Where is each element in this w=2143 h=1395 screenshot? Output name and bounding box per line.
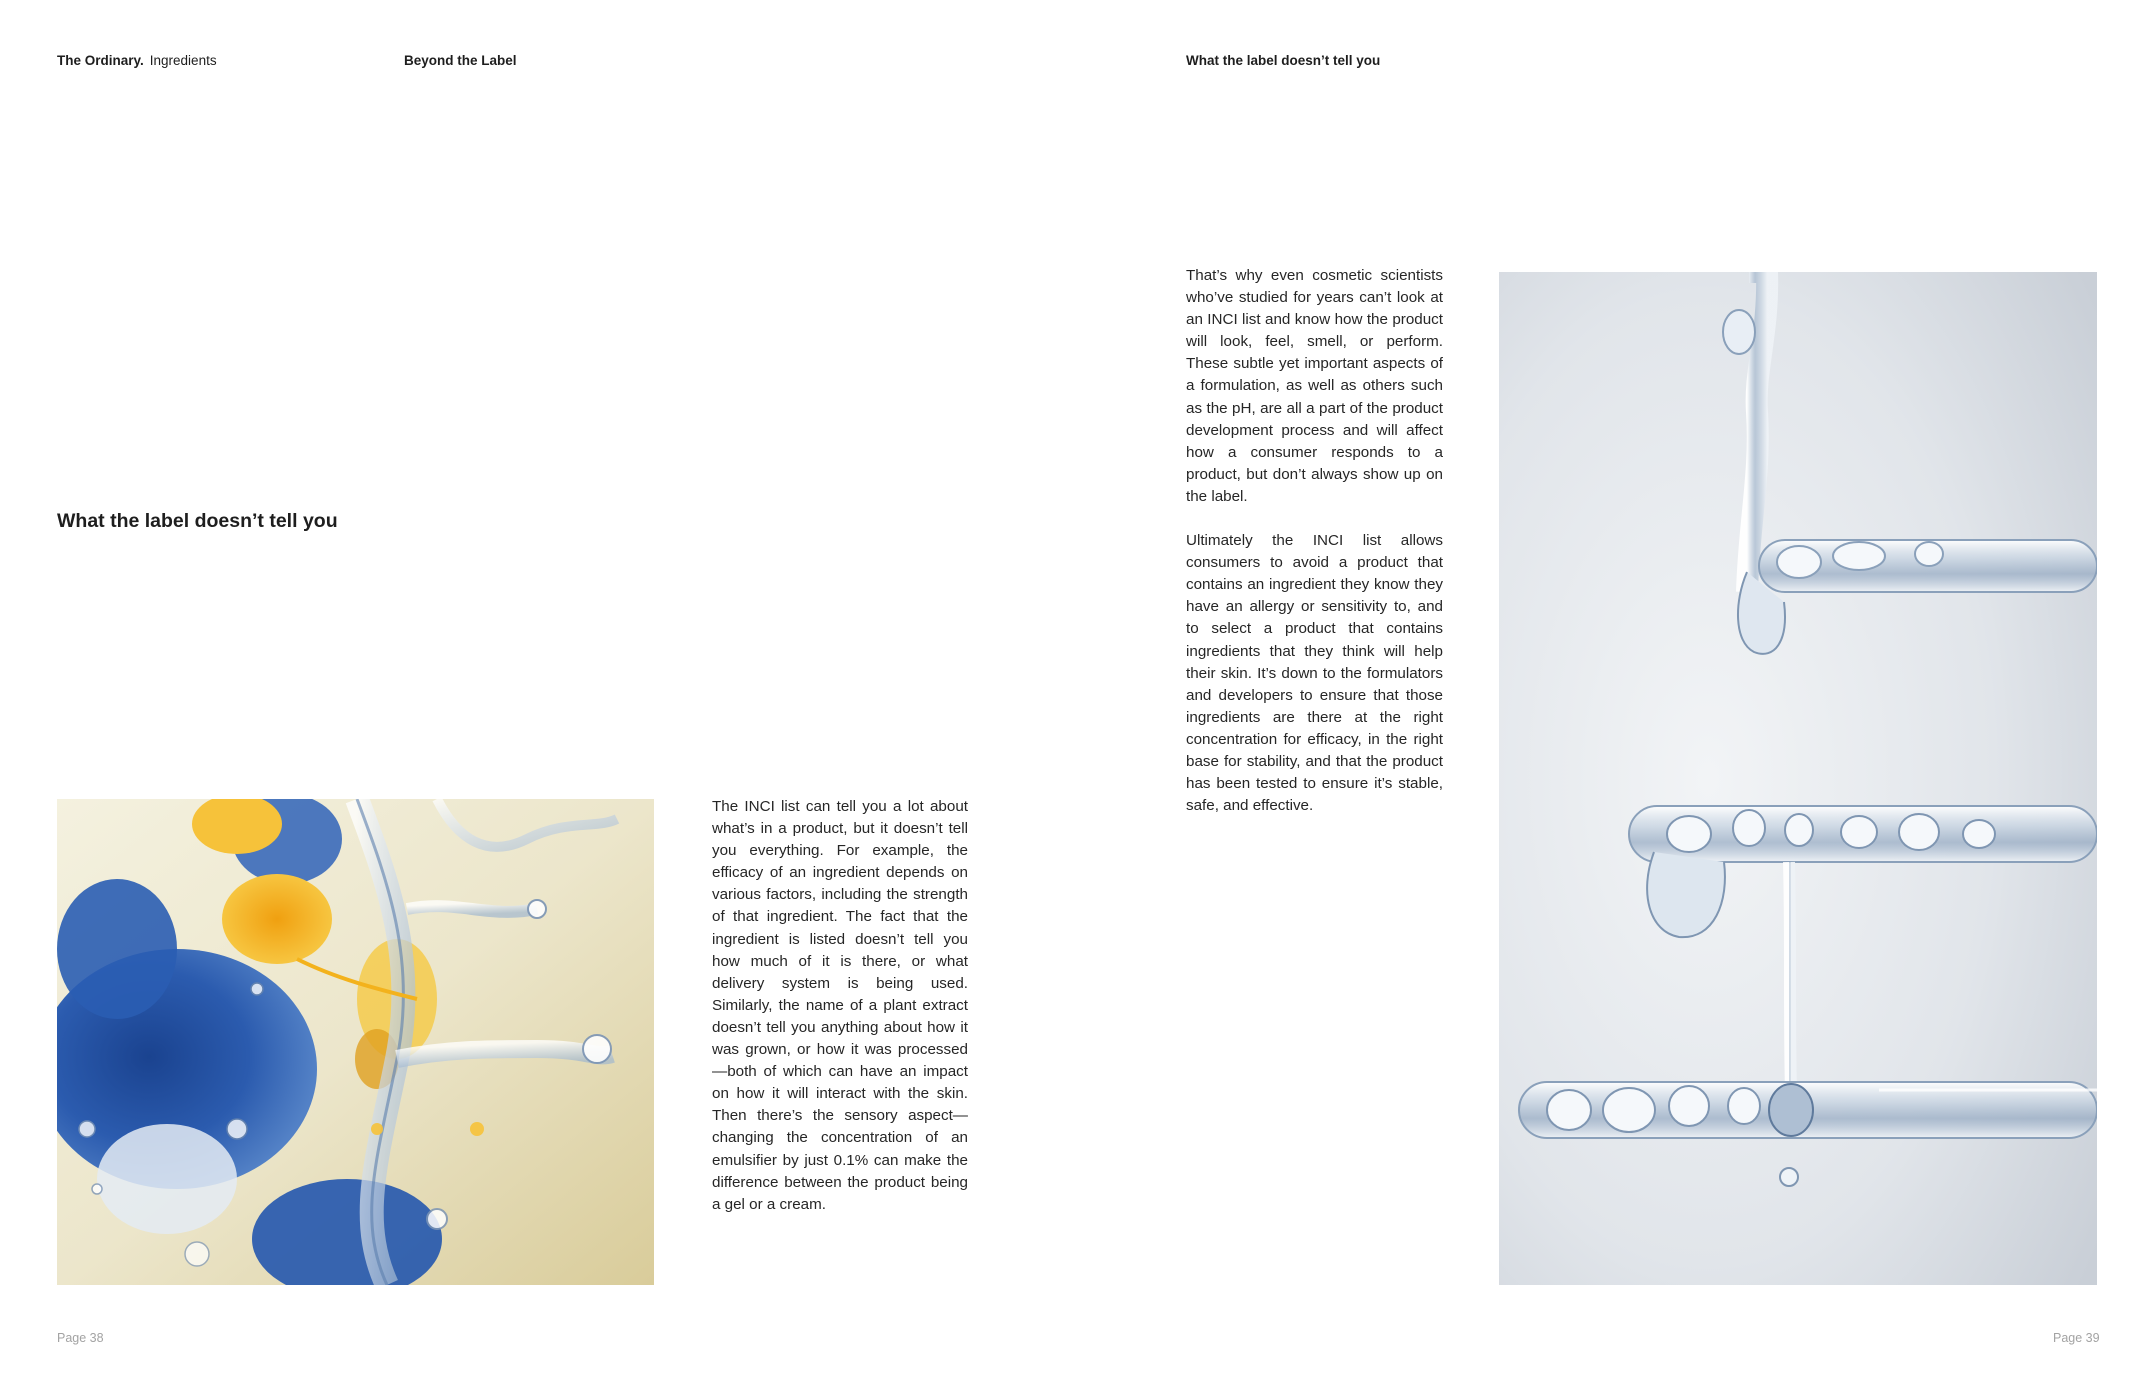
brand-name: The Ordinary. (57, 53, 144, 68)
liquid-abstract-photo (57, 799, 654, 1285)
section-heading: What the label doesn’t tell you (57, 510, 338, 532)
left-body-copy (712, 796, 968, 1216)
left-paragraph-1: The INCI list can tell you a lot about what’s in a product, but it doesn’t tell you everything. For example, the efficacy of an ingredient depends on various factors, including the strength of that ingredient. The fact that the ingredient is listed doesn’t tell you how much of it is there, or what delivery system is being used. Similarly, the name of a plant extract doesn’t tell you anything about how it was grown, or how it was processed—both of which can have an impact on how it will interact with the skin. Then there’s the sensory aspect—changing the concentration of an emulsifier by just 0.1% can make the difference between the product being a gel or a cream. (712, 798, 968, 1213)
section-name: Ingredients (149, 53, 217, 68)
right-body-copy (1186, 265, 1443, 817)
running-title-right: What the label doesn’t tell you (1186, 53, 1381, 68)
running-header-left (57, 52, 217, 70)
page-number-left: Page 38 (57, 1331, 104, 1345)
right-paragraph-2: Ultimately the INCI list allows consumers to avoid a product that contains an ingredient they know they have an allergy or sensitivity to, and to select a product that contains ingredients that they think will help their skin. It’s down to the formulators and developers to ensure that those ingredients are there at the right concentration for efficacy, in the right base for stability, and that the product has been tested to ensure it’s stable, safe, and effective. (1186, 532, 1443, 815)
chapter-title: Beyond the Label (404, 53, 517, 68)
right-paragraph-1: That’s why even cosmetic scientists who’ve studied for years can’t look at an INCI list and know how the product will look, feel, smell, or perform. These subtle yet important aspects of a formulation, as well as others such as the pH, are all a part of the product development process and will affect how a consumer responds to a product, but don’t always show up on the label. (1186, 267, 1443, 505)
page-number-right: Page 39 (2053, 1331, 2100, 1345)
pipette-droppers-photo (1499, 272, 2097, 1285)
